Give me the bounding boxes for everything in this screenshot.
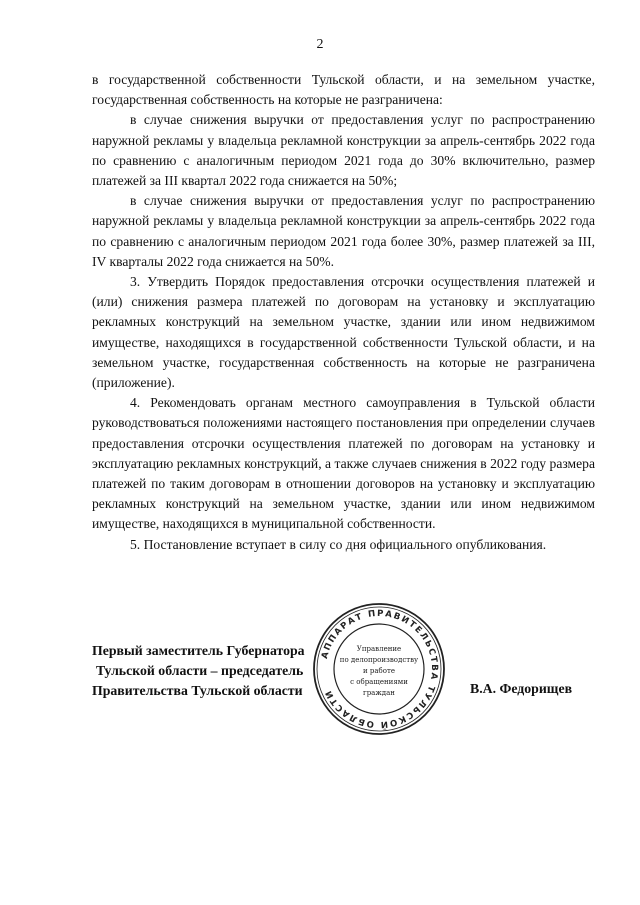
page-number: 2 [316, 37, 324, 52]
signer-position-line-3: Правительства Тульской области [92, 683, 303, 698]
paragraph-continuation: в государственной собственности Тульской области, и на земельном участке, государственная собственность на которые не разграничена: [92, 72, 595, 108]
document-body [92, 70, 595, 555]
signer-position-line-2: Тульской области – председатель [96, 663, 304, 678]
paragraph-item-5: 5. Постановление вступает в силу со дня официального опубликования. [130, 536, 547, 552]
paragraph-item-4: 4. Рекомендовать органам местного самоуправления в Тульской области руководствоваться положениями настоящего постановления при определении случаев предоставления отсрочки осуществления платежей по договорам на установку и эксплуатацию рекламных конструкций, а также случаев снижения в 2022 году размера платежей по таким договорам в отношении договоров на установку и эксплуатацию рекламных конструкций на земельном участке, здании или ином недвижимом имуществе, находящихся в муниципальной собственности. [92, 395, 595, 532]
stamp-inner-line: по делопроизводству [339, 656, 419, 664]
stamp-inner-line: и работе [363, 667, 395, 675]
signer-position-line-1: Первый заместитель Губернатора [92, 643, 305, 658]
paragraph-item-3: 3. Утвердить Порядок предоставления отсрочки осуществления платежей и (или) снижения размера платежей по договорам на установку и эксплуатацию рекламных конструкций на земельном участке, здании или ином недвижимом имуществе, находящихся в государственной собственности Тульской области, и на земельном участке, государственная собственность на которые не разграничена (приложение). [92, 274, 595, 391]
stamp-inner-line: Управление [356, 645, 402, 653]
stamp-inner-line: с обращениями [350, 678, 408, 686]
signer-name: В.А. Федорищев [470, 681, 573, 696]
stamp-ring-text: АППАРАТ ПРАВИТЕЛЬСТВА ТУЛЬСКОЙ ОБЛАСТИ [320, 608, 440, 730]
paragraph-case-over-30: в случае снижения выручки от предоставления услуг по распространению наружной рекламы у владельца рекламной конструкции за апрель-сентябрь 2022 года по сравнению с аналогичным периодом 2021 года более 30%, размер платежей за III, IV кварталы 2022 года снижается на 50%. [92, 193, 595, 269]
stamp-inner-line: граждан [363, 689, 395, 697]
paragraph-case-up-to-30: в случае снижения выручки от предоставления услуг по распространению наружной рекламы у владельца рекламной конструкции за апрель-сентябрь 2022 года по сравнению с аналогичным периодом 2021 года до 30% включительно, размер платежей за III квартал 2022 года снижается на 50%; [92, 112, 595, 189]
